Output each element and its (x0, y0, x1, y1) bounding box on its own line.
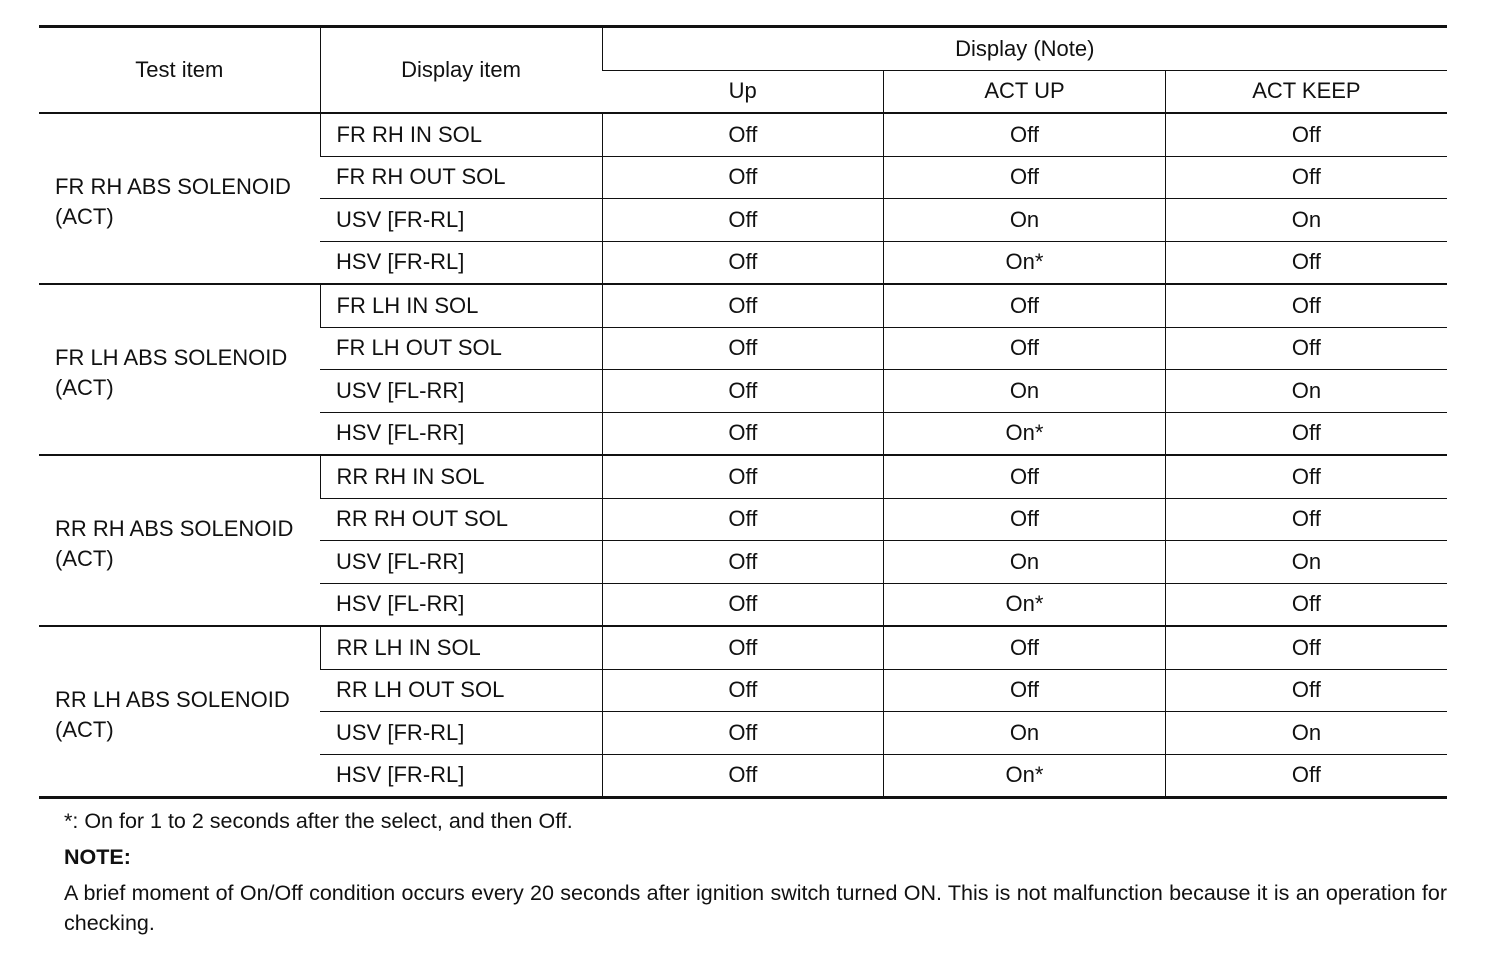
display-item-cell: USV [FR-RL] (320, 199, 602, 242)
value-up-cell: Off (602, 455, 884, 498)
header-display-item: Display item (320, 27, 602, 114)
value-up-cell: Off (602, 412, 884, 455)
test-item-cell: FR LH ABS SOLENOID (ACT) (39, 284, 320, 455)
value-act-keep-cell: Off (1165, 284, 1447, 327)
table-header (39, 27, 1447, 114)
display-item-cell: HSV [FR-RL] (320, 241, 602, 284)
table-body (39, 113, 1447, 798)
value-act-up-cell: On (884, 199, 1166, 242)
display-item-cell: USV [FL-RR] (320, 541, 602, 584)
display-item-cell: USV [FR-RL] (320, 712, 602, 755)
value-up-cell: Off (602, 327, 884, 370)
solenoid-test-table (39, 25, 1447, 799)
value-act-keep-cell: Off (1165, 156, 1447, 199)
display-item-cell: HSV [FR-RL] (320, 754, 602, 798)
test-item-cell: FR RH ABS SOLENOID (ACT) (39, 113, 320, 284)
value-act-up-cell: On* (884, 583, 1166, 626)
value-act-up-cell: Off (884, 498, 1166, 541)
value-act-up-cell: Off (884, 626, 1166, 669)
value-up-cell: Off (602, 583, 884, 626)
display-item-cell: RR RH OUT SOL (320, 498, 602, 541)
header-act-up: ACT UP (884, 70, 1166, 113)
table-row (39, 284, 1447, 327)
value-up-cell: Off (602, 712, 884, 755)
value-up-cell: Off (602, 199, 884, 242)
header-test-item: Test item (135, 57, 224, 82)
value-act-up-cell: Off (884, 113, 1166, 156)
test-item-cell: RR LH ABS SOLENOID (ACT) (39, 626, 320, 798)
value-up-cell: Off (602, 626, 884, 669)
value-up-cell: Off (602, 156, 884, 199)
value-act-keep-cell: Off (1165, 241, 1447, 284)
table-row (39, 626, 1447, 669)
value-act-up-cell: On (884, 541, 1166, 584)
table-row (39, 455, 1447, 498)
value-up-cell: Off (602, 498, 884, 541)
display-item-cell: HSV [FL-RR] (320, 583, 602, 626)
display-item-cell: FR RH IN SOL (320, 113, 602, 156)
value-up-cell: Off (602, 754, 884, 798)
value-up-cell: Off (602, 669, 884, 712)
notes-section (64, 806, 1447, 938)
value-act-up-cell: On (884, 712, 1166, 755)
display-item-cell: FR RH OUT SOL (320, 156, 602, 199)
value-act-up-cell: Off (884, 455, 1166, 498)
value-act-keep-cell: On (1165, 541, 1447, 584)
value-act-keep-cell: Off (1165, 754, 1447, 798)
value-act-keep-cell: Off (1165, 626, 1447, 669)
value-up-cell: Off (602, 370, 884, 413)
display-item-cell: USV [FL-RR] (320, 370, 602, 413)
value-up-cell: Off (602, 541, 884, 584)
solenoid-test-table-container (39, 25, 1447, 799)
value-up-cell: Off (602, 284, 884, 327)
value-act-up-cell: On* (884, 241, 1166, 284)
value-act-up-cell: Off (884, 327, 1166, 370)
test-item-cell: RR RH ABS SOLENOID (ACT) (39, 455, 320, 626)
value-act-keep-cell: On (1165, 712, 1447, 755)
display-item-cell: FR LH IN SOL (320, 284, 602, 327)
value-act-up-cell: On (884, 370, 1166, 413)
value-act-up-cell: Off (884, 284, 1166, 327)
value-act-keep-cell: Off (1165, 455, 1447, 498)
display-item-cell: FR LH OUT SOL (320, 327, 602, 370)
header-act-keep: ACT KEEP (1165, 70, 1447, 113)
value-act-keep-cell: On (1165, 370, 1447, 413)
value-act-keep-cell: Off (1165, 583, 1447, 626)
value-up-cell: Off (602, 241, 884, 284)
header-display-note: Display (Note) (602, 27, 1447, 71)
display-item-cell: RR RH IN SOL (320, 455, 602, 498)
table-row (39, 113, 1447, 156)
value-act-up-cell: Off (884, 156, 1166, 199)
footnote: *: On for 1 to 2 seconds after the select, and then Off. (64, 809, 573, 833)
note-title: NOTE: (64, 845, 131, 869)
value-act-keep-cell: Off (1165, 412, 1447, 455)
value-up-cell: Off (602, 113, 884, 156)
display-item-cell: HSV [FL-RR] (320, 412, 602, 455)
value-act-keep-cell: Off (1165, 498, 1447, 541)
display-item-cell: RR LH IN SOL (320, 626, 602, 669)
note-body: A brief moment of On/Off condition occurs every 20 seconds after ignition switch turned ON. This is not malfunction because it is an operation for checking. (64, 881, 1447, 935)
value-act-up-cell: On* (884, 412, 1166, 455)
value-act-up-cell: On* (884, 754, 1166, 798)
value-act-keep-cell: On (1165, 199, 1447, 242)
value-act-keep-cell: Off (1165, 327, 1447, 370)
value-act-up-cell: Off (884, 669, 1166, 712)
header-up: Up (602, 70, 884, 113)
value-act-keep-cell: Off (1165, 113, 1447, 156)
value-act-keep-cell: Off (1165, 669, 1447, 712)
display-item-cell: RR LH OUT SOL (320, 669, 602, 712)
